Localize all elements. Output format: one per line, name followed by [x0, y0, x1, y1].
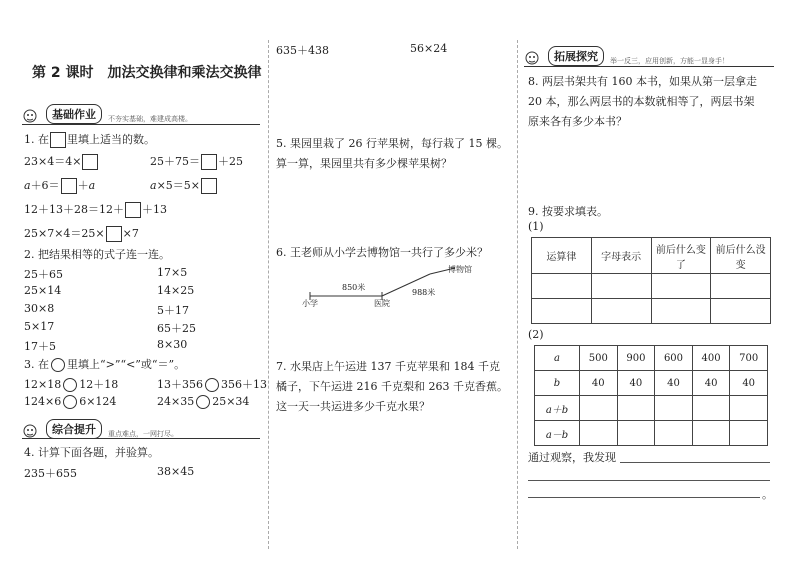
table2-cell: 600 [655, 346, 693, 371]
column-divider-left [268, 40, 269, 549]
table2-cell: 500 [580, 346, 618, 371]
table2-cell[interactable] [580, 396, 618, 421]
table1-header: 字母表示 [591, 238, 651, 274]
table1-header: 运算律 [532, 238, 592, 274]
table1-header: 前后什么变了 [651, 238, 711, 274]
section-basic-header [22, 104, 192, 124]
section-basic-rule [22, 124, 260, 125]
table2-cell[interactable] [692, 421, 730, 446]
q3-row-2b: 24×35 25×34 [157, 395, 250, 408]
table1-cell[interactable] [651, 274, 711, 299]
section-extend-note: 举一反三，应用创新，方能一显身手！ [610, 57, 729, 65]
q9-observe-label: 通过观察，我发现 [528, 451, 616, 464]
section-improve-label: 综合提升 [46, 419, 102, 439]
table2-cell: 40 [730, 371, 768, 396]
answer-box[interactable] [61, 178, 77, 194]
route-label-museum: 博物馆 [448, 265, 472, 274]
q3-prompt: 3. 在 里填上“>”“<”或“＝”。 [24, 358, 186, 371]
table2-cell[interactable] [730, 421, 768, 446]
q2-right-1[interactable]: 17×5 [157, 266, 188, 279]
table2-row-label: a－b [535, 421, 580, 446]
table2-cell: 700 [730, 346, 768, 371]
q2-left-4[interactable]: 5×17 [24, 320, 55, 333]
q3-row-1a: 12×18 12＋18 [24, 378, 119, 391]
q1-row-2b: a×5＝5× [150, 177, 218, 194]
answer-line[interactable] [528, 497, 760, 498]
q9-part-1: (1) [528, 220, 544, 233]
table2-cell: 40 [580, 371, 618, 396]
q2-right-5[interactable]: 8×30 [157, 338, 188, 351]
q4-item-3: 635＋438 [276, 44, 329, 57]
q1-prompt: 1. 在 里填上适当的数。 [24, 133, 155, 146]
section-extend-label: 拓展探究 [548, 46, 604, 66]
compare-circle[interactable] [63, 378, 77, 392]
table1-cell[interactable] [591, 299, 651, 324]
mascot-icon [524, 50, 542, 66]
table2-cell: 900 [617, 346, 655, 371]
table1-cell[interactable] [591, 274, 651, 299]
table2-cell: 40 [617, 371, 655, 396]
table2-cell[interactable] [617, 396, 655, 421]
q9-table-2 [534, 345, 768, 446]
compare-circle[interactable] [51, 358, 65, 372]
route-distance-2: 988米 [412, 288, 436, 297]
q4-prompt: 4. 计算下面各题，并验算。 [24, 446, 159, 459]
q3-row-1b: 13＋356 356＋13 [157, 378, 267, 391]
compare-circle[interactable] [196, 395, 210, 409]
table2-row-label: a [535, 346, 580, 371]
q2-prompt: 2. 把结果相等的式子连一连。 [24, 248, 170, 261]
table2-row-label: a＋b [535, 396, 580, 421]
q2-right-2[interactable]: 14×25 [157, 284, 195, 297]
q2-left-2[interactable]: 25×14 [24, 284, 62, 297]
q6-prompt: 6. 王老师从小学去博物馆一共行了多少米？ [276, 246, 488, 259]
table2-cell: 40 [655, 371, 693, 396]
compare-circle[interactable] [63, 395, 77, 409]
q5-line-1: 5. 果园里栽了 26 行苹果树，每行栽了 15 棵。 [276, 137, 508, 150]
q8-line-1: 8. 两层书架共有 160 本书，如果从第一层拿走 [528, 75, 757, 88]
table2-cell[interactable] [692, 396, 730, 421]
q4-item-1: 235＋655 [24, 467, 77, 480]
q1-row-1b: 25＋75＝ ＋25 [150, 155, 243, 168]
table1-cell[interactable] [532, 299, 592, 324]
q9-table-1 [531, 237, 771, 324]
table2-cell[interactable] [580, 421, 618, 446]
answer-box[interactable] [125, 202, 141, 218]
table1-cell[interactable] [651, 299, 711, 324]
mascot-icon [22, 423, 40, 439]
answer-box[interactable] [82, 154, 98, 170]
q5-line-2: 算一算，果园里共有多少棵苹果树？ [276, 157, 452, 170]
answer-box[interactable] [106, 226, 122, 242]
section-improve-header [22, 419, 178, 439]
q2-right-4[interactable]: 65＋25 [157, 322, 196, 335]
table1-cell[interactable] [711, 274, 771, 299]
answer-box[interactable] [201, 154, 217, 170]
route-label-hospital: 医院 [374, 299, 390, 308]
answer-line[interactable] [528, 480, 770, 481]
q2-left-1[interactable]: 25＋65 [24, 268, 63, 281]
section-extend-rule [524, 66, 774, 67]
compare-circle[interactable] [205, 378, 219, 392]
q1-row-2: a＋6＝ ＋a [24, 179, 96, 192]
q2-right-3[interactable]: 5＋17 [157, 304, 189, 317]
table1-cell[interactable] [711, 299, 771, 324]
section-basic-label: 基础作业 [46, 104, 102, 124]
answer-box[interactable] [201, 178, 217, 194]
q7-line-2: 橘子，下午运进 216 千克梨和 263 千克香蕉。 [276, 380, 508, 393]
column-divider-right [517, 40, 518, 549]
q7-line-3: 这一天一共运进多少千克水果？ [276, 400, 430, 413]
answer-line[interactable] [620, 462, 770, 463]
q2-left-3[interactable]: 30×8 [24, 302, 55, 315]
section-basic-note: 不夯实基础，难建成高楼。 [108, 115, 192, 123]
table2-cell[interactable] [655, 396, 693, 421]
table2-cell: 40 [692, 371, 730, 396]
q1-row-1: 23×4＝4× [24, 153, 99, 170]
route-label-school: 小学 [302, 299, 318, 308]
q1-row-4: 25×7×4＝25× ×7 [24, 227, 139, 240]
q9-prompt: 9. 按要求填表。 [528, 205, 608, 218]
table1-cell[interactable] [532, 274, 592, 299]
table2-row-label: b [535, 371, 580, 396]
table2-cell[interactable] [617, 421, 655, 446]
q4-item-2: 38×45 [157, 465, 195, 478]
mascot-icon [22, 108, 40, 124]
table1-header: 前后什么没变 [711, 238, 771, 274]
answer-box[interactable] [50, 132, 66, 148]
q8-line-3: 原来各有多少本书？ [528, 115, 627, 128]
q7-line-1: 7. 水果店上午运进 137 千克苹果和 184 千克 [276, 360, 500, 373]
q2-left-5[interactable]: 17＋5 [24, 340, 56, 353]
q4-item-4: 56×24 [410, 42, 448, 55]
table2-cell[interactable] [655, 421, 693, 446]
table2-cell[interactable] [730, 396, 768, 421]
section-extend-header [524, 46, 729, 66]
table2-cell: 400 [692, 346, 730, 371]
q8-line-2: 20 本，那么两层书的本数就相等了，两层书架 [528, 95, 755, 108]
route-distance-1: 850米 [342, 283, 366, 292]
q9-end-mark: 。 [762, 488, 773, 501]
section-improve-note: 重点难点，一网打尽。 [108, 430, 178, 438]
page-title: 第 2 课时 加法交换律和乘法交换律 [32, 65, 262, 81]
section-improve-rule [22, 438, 260, 439]
q1-row-3: 12＋13＋28＝12＋ ＋13 [24, 203, 167, 216]
q9-part-2: (2) [528, 328, 544, 341]
q3-row-2a: 124×6 6×124 [24, 395, 117, 408]
